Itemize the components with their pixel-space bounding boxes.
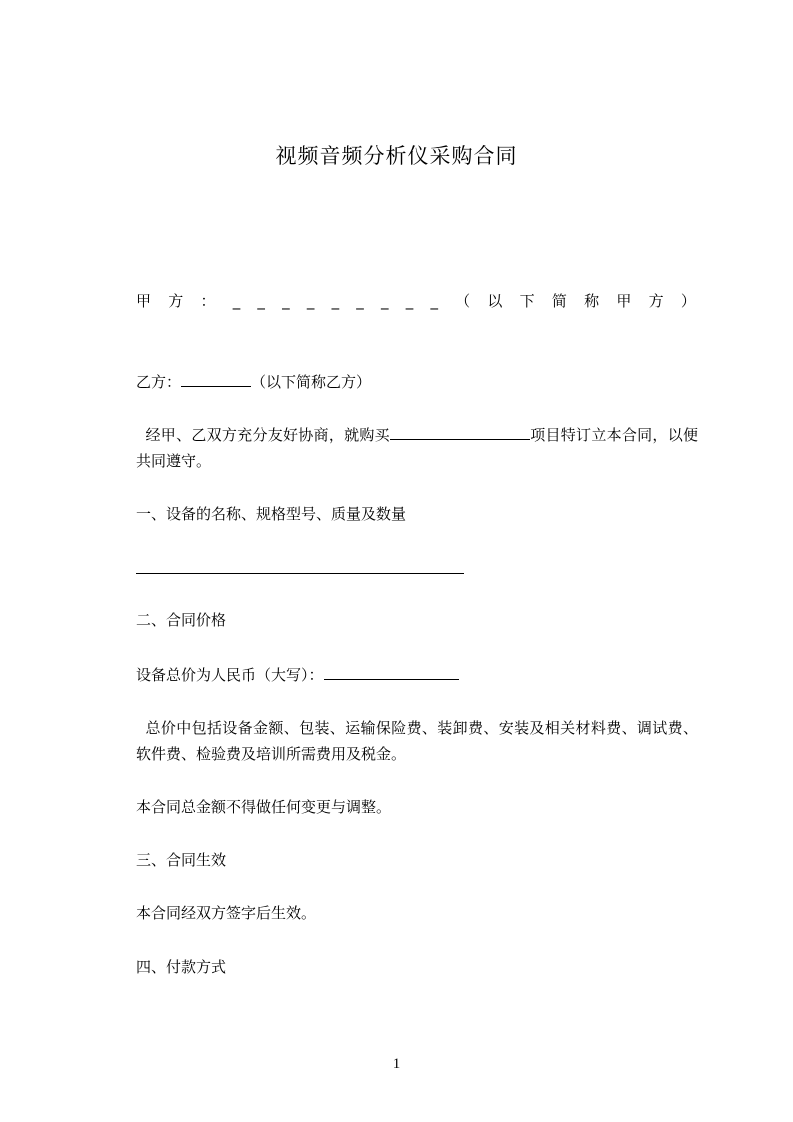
party-a-char: 以 [487,292,503,310]
party-b-line [136,370,371,393]
party-a-char: 方 [648,292,664,310]
project-blank[interactable] [390,423,530,440]
price-includes-text: 总价中包括设备金额、包装、运输保险费、装卸费、安装及相关材料费、调试费、软件费、检验费及培训所需费用及税金。 [136,719,698,763]
price-blank[interactable] [324,663,459,680]
party-a-char: _ [232,292,241,310]
party-a-char: 方 [168,292,184,310]
party-a-char: 甲 [136,292,152,310]
section-4-heading: 四、付款方式 [136,958,227,976]
party-a-char: _ [331,292,340,310]
party-a-char: 下 [519,292,535,310]
party-a-char: _ [356,292,364,310]
party-a-char: _ [381,292,389,310]
party-a-char: ： [200,292,216,310]
price-includes-paragraph [136,715,698,767]
section-1-heading: 一、设备的名称、规格型号、质量及数量 [136,505,407,523]
equipment-spec-blank[interactable] [136,573,464,574]
party-b-suffix: （以下简称乙方） [251,373,372,391]
intro-paragraph [136,422,698,474]
intro-suffix: 项目特订立本合同，以便共同遵守。 [136,426,698,470]
party-b-blank[interactable] [181,370,251,387]
effective-text: 本合同经双方签字后生效。 [136,904,317,922]
party-b-label: 乙方： [136,373,182,391]
price-label: 设备总价为人民币（大写）： [136,666,324,684]
party-a-char: （ [455,292,471,310]
page-number: 1 [392,1056,401,1072]
party-a-char: 称 [584,292,600,310]
party-a-char: 简 [551,292,567,310]
party-a-char: _ [282,292,290,310]
price-line [136,663,459,686]
party-a-char: _ [306,292,315,310]
party-a-char: _ [430,292,438,310]
price-fixed-text: 本合同总金额不得做任何变更与调整。 [136,798,392,816]
party-a-line [136,290,696,312]
section-2-heading: 二、合同价格 [136,611,227,629]
party-a-char: _ [257,292,265,310]
section-3-heading: 三、合同生效 [136,851,227,869]
party-a-char: ） [680,292,696,310]
document-title: 视频音频分析仪采购合同 [275,144,518,168]
party-a-char: _ [405,292,414,310]
intro-prefix: 经甲、乙双方充分友好协商，就购买 [145,426,390,444]
party-a-char: 甲 [616,292,632,310]
